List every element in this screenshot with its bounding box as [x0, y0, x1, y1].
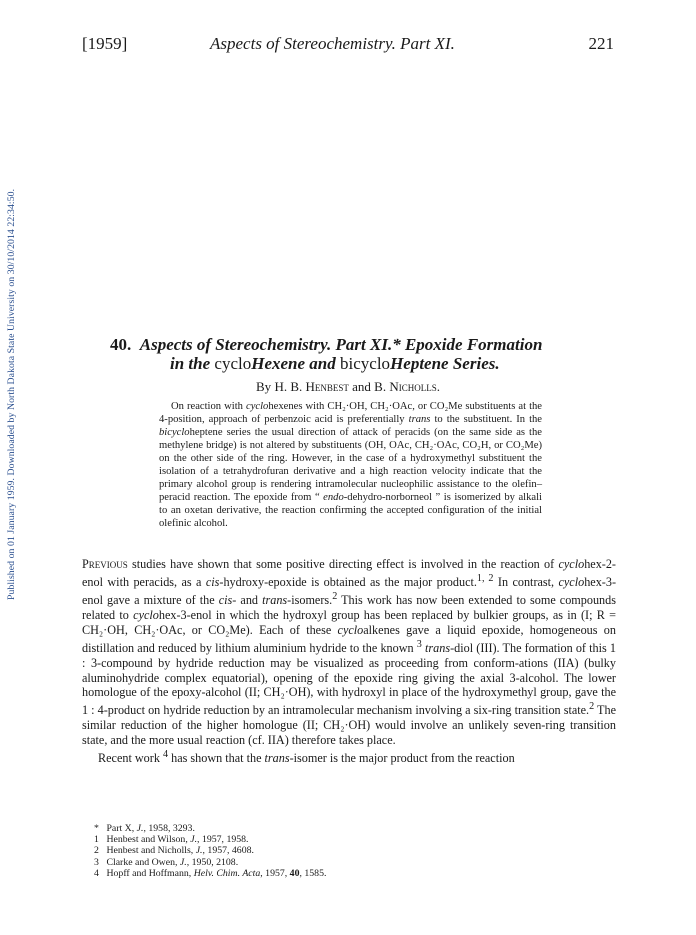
footnote — [94, 823, 594, 834]
text-run: -hydroxy-epoxide is obtained as the major product. — [219, 574, 477, 589]
text-run: -dehydro-norborneol ” is isomerized by alkali to an oxetan derivative, the reaction confirming the accepted configuration of the initial olefinic alcohol. — [159, 492, 542, 530]
text-run: hex-3-enol gave a mixture of the — [82, 574, 617, 607]
footnote-mark: 1 — [94, 834, 99, 846]
text-run: heptene series the usual direction of attack of peracids (on the same side as the methylene bridge) is not altered by substituents (OH, OAc, CH₂·OAc, CO₂H, or CO₂Me) on the other side of the ring. However, in the case of a hydroxymethyl substituent the isolation of a tetrahydrofuran derivative and a high reaction velocity indicate that the primary alcohol group is rendering intramolecular nucleophilic assistance to the olefin–peracid reaction. The epoxide from “ — [159, 427, 542, 504]
title-part: in the — [170, 354, 215, 373]
footnote-mark: 4 — [94, 867, 99, 879]
download-watermark — [6, 130, 18, 600]
author: B. Nicholls. — [374, 379, 440, 394]
article-number: 40. — [110, 335, 132, 354]
journal-name: J. — [190, 834, 198, 846]
text-run: The similar reduction of the higher homologue (II; CH₂·OH) would involve an unlikely seven-ring transition state, and the more usual reaction (cf. IIA) therefore takes place. — [82, 703, 616, 748]
text-run: , 1950, 2108. — [186, 856, 239, 868]
citation-ref: 1, 2 — [476, 572, 494, 584]
text-run: trans — [264, 751, 290, 766]
citation-ref: 2 — [332, 590, 338, 602]
text-run: , 1957, — [260, 867, 290, 879]
text-run: cyclo — [558, 574, 585, 589]
text-run: -isomers. — [287, 592, 333, 607]
text-run: hexenes with CH₂·OH, CH₂·OAc, or CO₂Me substituents at the 4-position, approach of perbenzoic acid is preferentially — [159, 401, 543, 426]
footnote — [94, 868, 594, 879]
body-paragraph — [82, 557, 616, 748]
text-run: endo — [323, 492, 344, 504]
journal-name: J. — [195, 845, 203, 857]
page-number: 221 — [588, 34, 614, 53]
text-run: Hopff and Hoffmann, — [104, 867, 194, 879]
text-run: to the substituent. In the — [430, 414, 543, 426]
abstract — [159, 400, 542, 530]
abstract-paragraph — [159, 400, 542, 530]
text-run: Recent work — [98, 751, 163, 766]
text-run: This work has now been extended to some compounds related to — [82, 592, 616, 622]
text-run: - and — [232, 592, 263, 607]
text-run: trans — [262, 592, 288, 607]
text-run: On reaction with — [171, 401, 246, 412]
title-part: Hexene and — [251, 354, 341, 373]
text-run: Henbest and Wilson, — [104, 834, 191, 846]
text-run: -diol (III). The formation of this 1 : 3-compound by hydride reduction may be visualized as proceeding from conform-ations (IIA) (bulky aluminohydride complex equatorial), opening of the epoxide ring giving the axial 3-alcohol. The lower homologue of the epoxy-alcohol (II; CH₂·OH), with hydroxyl in place of the hydroxymethyl group, gave the 1 : 4-product on hydride reduction by an intramolecular mechanism involving a six-ring transition state. — [82, 640, 616, 718]
watermark-text: Published on 01 January 1959. Downloaded by North Dakota State University on 30/10/2014 22:34:50. — [6, 188, 17, 600]
footnote-mark: 3 — [94, 856, 99, 868]
title-line-1: Aspects of Stereochemistry. Part XI.* Epoxide Formation — [139, 335, 543, 354]
text-run: trans — [425, 640, 451, 655]
title-part: bicyclo — [340, 354, 391, 373]
text-run: alkenes gave a liquid epoxide, homogeneous on distillation and reduced by lithium aluminium hydride to the known — [82, 622, 616, 655]
text-run: , 1957, 4608. — [202, 845, 254, 857]
footnote-mark: * — [94, 823, 99, 834]
byline — [0, 379, 696, 395]
citation-ref: 3 — [416, 638, 422, 650]
text-run: cyclo — [246, 401, 269, 412]
text-run: cyclo — [133, 607, 159, 622]
footnote — [94, 857, 594, 868]
text-run: cyclo — [337, 622, 364, 637]
citation-ref: 2 — [589, 701, 595, 713]
text-run: Previous — [82, 557, 128, 571]
text-run: , 1958, 3293. — [143, 823, 195, 834]
byline-prefix: By — [256, 379, 275, 394]
body-paragraph — [82, 748, 616, 766]
title-part: Heptene Series. — [390, 354, 500, 373]
footnote — [94, 845, 594, 856]
footnote-mark: 2 — [94, 845, 99, 857]
text-run: hex-2-enol with peracids, as a — [82, 557, 616, 589]
text-run: In contrast, — [493, 574, 559, 589]
journal-name: Helv. Chim. Acta — [193, 867, 261, 879]
article-title — [110, 335, 590, 373]
footnote — [94, 834, 594, 845]
text-run: Part X, — [104, 823, 137, 834]
text-run: cyclo — [558, 557, 585, 571]
text-run: , 1957, 1958. — [197, 834, 249, 846]
running-head — [82, 34, 614, 58]
byline-and: and — [348, 379, 375, 394]
text-run: Henbest and Nicholls, — [104, 845, 196, 857]
text-run: cis — [218, 592, 233, 607]
journal-name: J. — [179, 856, 187, 868]
title-line-2 — [110, 354, 590, 373]
author: H. B. Henbest — [274, 379, 349, 394]
text-run: hex-3-enol in which the hydroxyl group has been replaced by bulkier groups, as in (I; R = CH₂·OH, CH₂·OAc, or CO₂Me). Each of these — [82, 607, 616, 637]
journal-name: J. — [136, 823, 144, 834]
running-head-title: Aspects of Stereochemistry. Part XI. — [210, 34, 455, 53]
title-part: cyclo — [214, 354, 252, 373]
text-run: , 1585. — [299, 867, 327, 879]
text-run: bicyclo — [159, 427, 190, 439]
citation-ref: 4 — [162, 749, 169, 761]
text-run: trans — [408, 414, 431, 426]
running-head-year: [1959] — [82, 34, 128, 53]
text-run: -isomer is the major product from the reaction — [289, 751, 515, 766]
text-run: cis — [205, 574, 220, 589]
text-run: Clarke and Owen, — [104, 856, 180, 868]
body-text — [82, 557, 616, 766]
volume-number: 40 — [289, 867, 300, 879]
text-run: studies have shown that some positive directing effect is involved in the reaction of — [127, 557, 559, 571]
text-run: has shown that the — [168, 751, 265, 766]
footnotes — [94, 823, 594, 879]
